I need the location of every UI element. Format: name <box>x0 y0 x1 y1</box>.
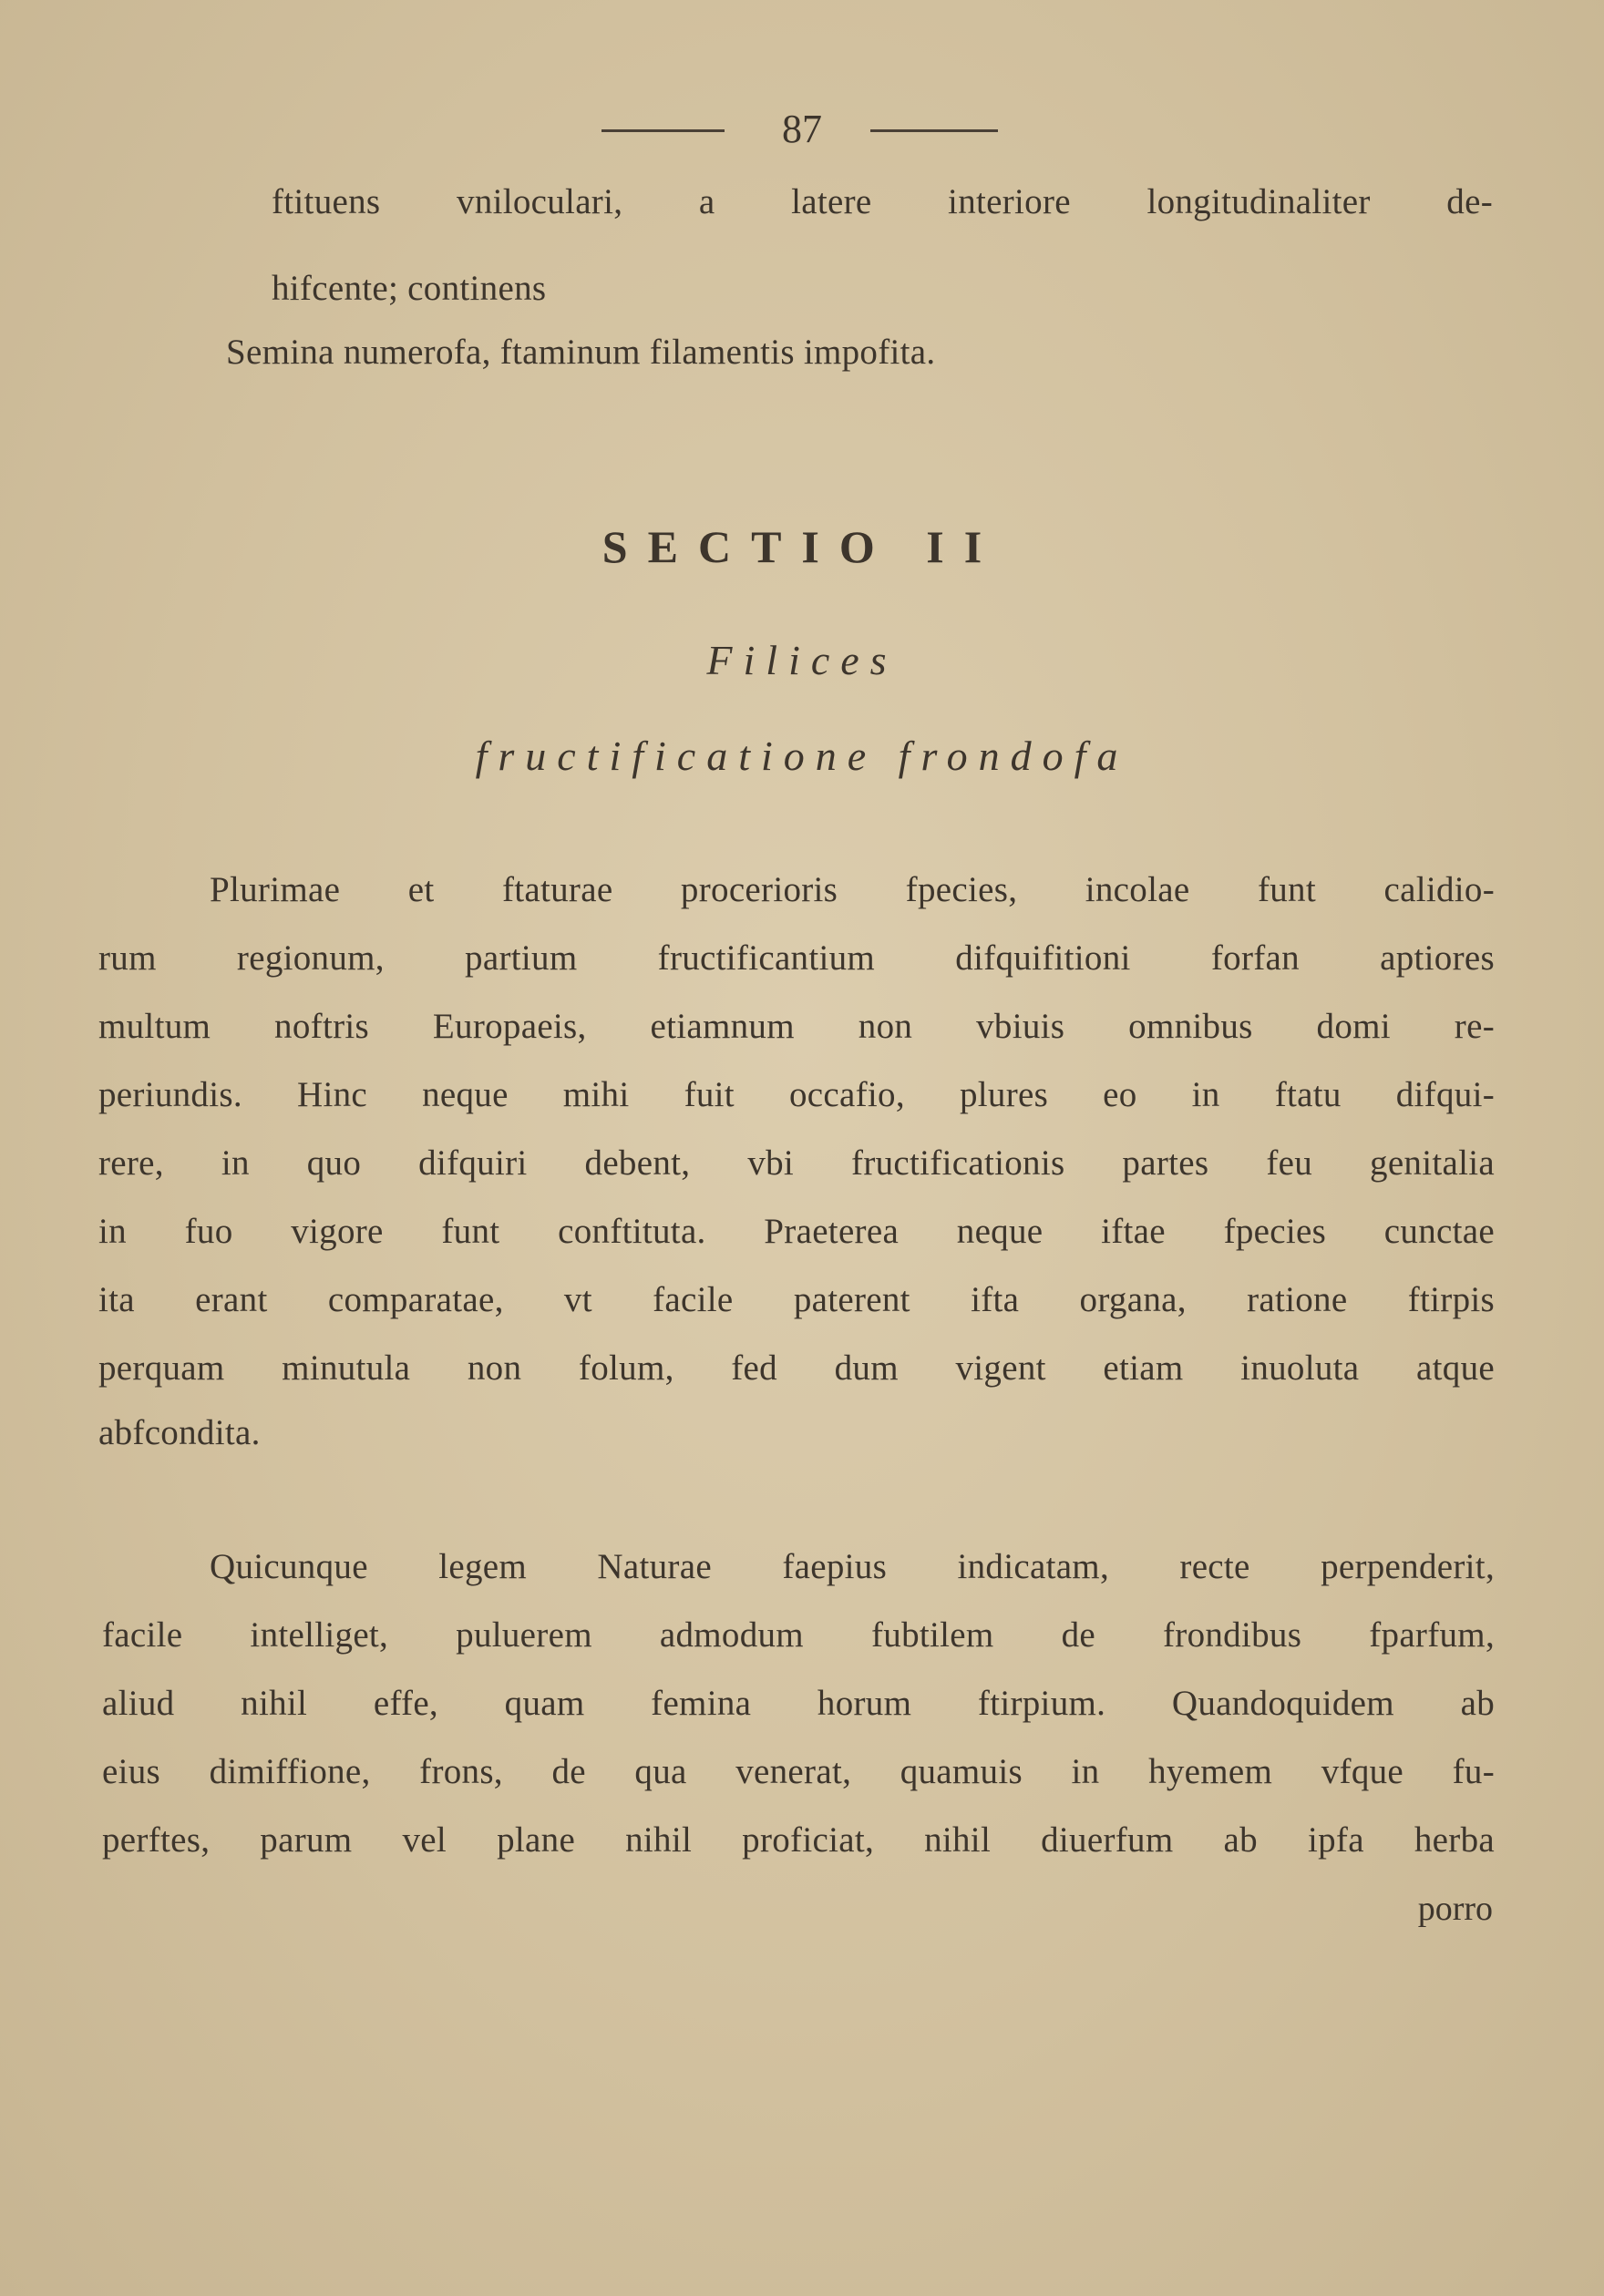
page-number: 87 <box>782 107 822 151</box>
paragraph-line: rum regionum, partium fructificantium difquifitioni forfan aptiores <box>98 938 1495 978</box>
catchword: porro <box>1417 1890 1493 1928</box>
paragraph-line: ita erant comparatae, vt facile paterent ifta organa, ratione ftirpis <box>98 1280 1495 1319</box>
paragraph-line: facile intelliget, puluerem admodum fubtilem de frondibus fparfum, <box>102 1615 1495 1655</box>
paragraph-line: aliud nihil effe, quam femina horum ftirpium. Quandoquidem ab <box>102 1684 1495 1723</box>
paragraph-line: perquam minutula non folum, fed dum vigent etiam inuoluta atque <box>98 1348 1495 1388</box>
paragraph-line: rere, in quo difquiri debent, vbi fructificationis partes feu genitalia <box>98 1143 1495 1183</box>
paragraph-line: Quicunque legem Naturae faepius indicatam, recte perpenderit, <box>210 1547 1495 1586</box>
paragraph-line: in fuo vigore funt conftituta. Praeterea neque iftae fpecies cunctae <box>98 1212 1495 1251</box>
paragraph-line: perftes, parum vel plane nihil proficiat, nihil diuerfum ab ipfa herba <box>102 1820 1495 1860</box>
paragraph-line: multum noftris Europaeis, etiamnum non vbiuis omnibus domi re- <box>98 1007 1495 1046</box>
header-rule-right <box>870 129 998 132</box>
section-subtitle: Filices <box>706 637 898 683</box>
section-title: SECTIO II <box>602 521 1002 572</box>
paragraph-line: eius dimiffione, frons, de qua venerat, quamuis in hyemem vfque fu- <box>102 1752 1495 1791</box>
header-rule-left <box>602 129 725 132</box>
section-subtitle-2: fructificatione frondofa <box>475 733 1129 779</box>
fragment-line: ftituens vniloculari, a latere interiore longitudinaliter de- <box>272 182 1493 221</box>
page-header <box>0 102 1604 157</box>
paragraph-line: periundis. Hinc neque mihi fuit occafio, plures eo in ftatu difqui- <box>98 1075 1495 1114</box>
fragment-line: hifcente; continens <box>272 269 547 308</box>
paragraph-line: Plurimae et ftaturae procerioris fpecies, incolae funt calidio- <box>210 870 1495 909</box>
paragraph-line: abfcondita. <box>98 1413 261 1452</box>
fragment-line: Semina numerofa, ftaminum filamentis impofita. <box>226 333 936 372</box>
